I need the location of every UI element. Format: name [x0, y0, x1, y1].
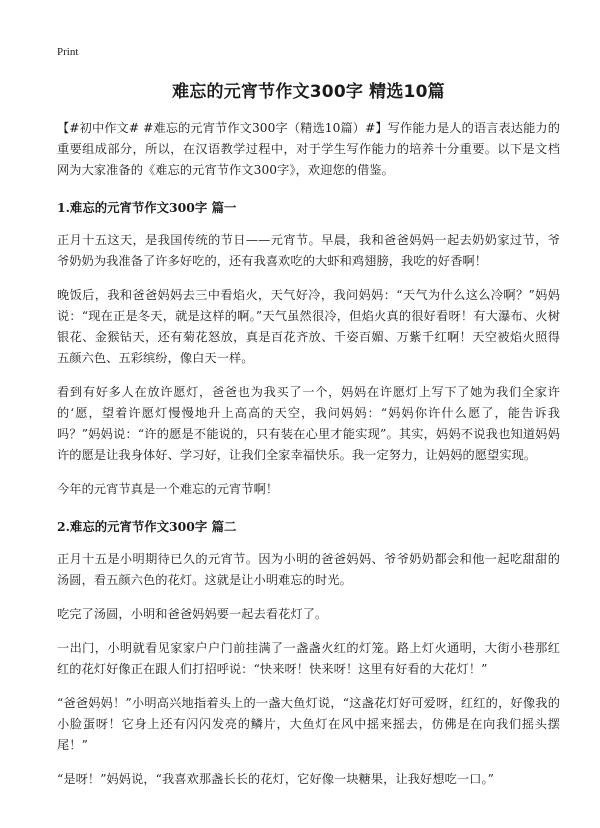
section-2-paragraph-5: “是呀！”妈妈说，“我喜欢那盏长长的花灯，它好像一块糖果，让我好想吃一口。”	[57, 772, 494, 786]
print-label: Print	[57, 46, 79, 58]
section-2-paragraph-1: 正月十五是小明期待已久的元宵节。因为小明的爸爸妈妈、爷爷奶奶都会和他一起吃甜甜的汤圆，看五颜六色的花灯。这就是让小明难忘的时光。	[57, 552, 560, 587]
section-2-paragraph-2: 吃完了汤圆，小明和爸爸妈妈要一起去看花灯了。	[57, 607, 328, 621]
document-body	[57, 118, 560, 790]
section-2-paragraph-3: 一出门，小明就看见家家户户门前挂满了一盏盏火红的灯笼。路上灯火通明，大街小巷那红红的花灯好像正在跟人们打招呼说：“快来呀！快来呀！这里有好看的大花灯！”	[57, 641, 560, 676]
section-1-paragraph-1: 正月十五这天，是我国传统的节日——元宵节。早晨，我和爸爸妈妈一起去奶奶家过节，爷爷奶奶为我准备了许多好吃的，还有我喜欢吃的大虾和鸡翅膀，我吃的好香啊！	[57, 233, 560, 268]
document-title: 难忘的元宵节作文300字 精选10篇	[172, 82, 445, 102]
section-heading-2: 2.难忘的元宵节作文300字 篇二	[57, 519, 237, 534]
section-heading-1: 1.难忘的元宵节作文300字 篇一	[57, 200, 237, 215]
section-2-paragraph-4: “爸爸妈妈！”小明高兴地指着头上的一盏大鱼灯说，“这盏花灯好可爱呀，红红的，好像我的小脸蛋呀！它身上还有闪闪发亮的鳞片，大鱼灯在风中摇来摇去，仿佛是在向我们摇头摆尾！”	[57, 696, 560, 752]
intro-paragraph: 【#初中作文# #难忘的元宵节作文300字（精选10篇）#】写作能力是人的语言表达能力的重要组成部分，所以，在汉语教学过程中，对于学生写作能力的培养十分重要。以下是文档网为大家准备的《难忘的元宵节作文300字》，欢迎您的借鉴。	[57, 121, 560, 177]
section-1-paragraph-3: 看到有好多人在放许愿灯，爸爸也为我买了一个，妈妈在许愿灯上写下了她为我们全家许的‘愿，望着许愿灯慢慢地升上高高的天空，我问妈妈：“妈妈你许什么愿了，能告诉我吗？”妈妈说：“许的愿是不能说的，只有装在心里才能实现”。其实，妈妈不说我也知道妈妈许的愿是让我身体好、学习好，让我们全家幸福快乐。我一定努力，让妈妈的愿望实现。	[57, 385, 560, 462]
section-1-paragraph-4: 今年的元宵节真是一个难忘的元宵节啊！	[57, 482, 279, 496]
section-1-paragraph-2: 晚饭后，我和爸爸妈妈去三中看焰火，天气好冷，我问妈妈：“天气为什么这么冷啊？”妈妈说：“现在正是冬天，就是这样的啊。”天气虽然很冷，但焰火真的很好看呀！有大瀑布、火树银花、金猴钻天，还有菊花怒放，真是百花齐放、千姿百媚、万紫千红啊！天空被焰火照得五颜六色、五彩缤纷，像白天一样。	[57, 288, 560, 365]
